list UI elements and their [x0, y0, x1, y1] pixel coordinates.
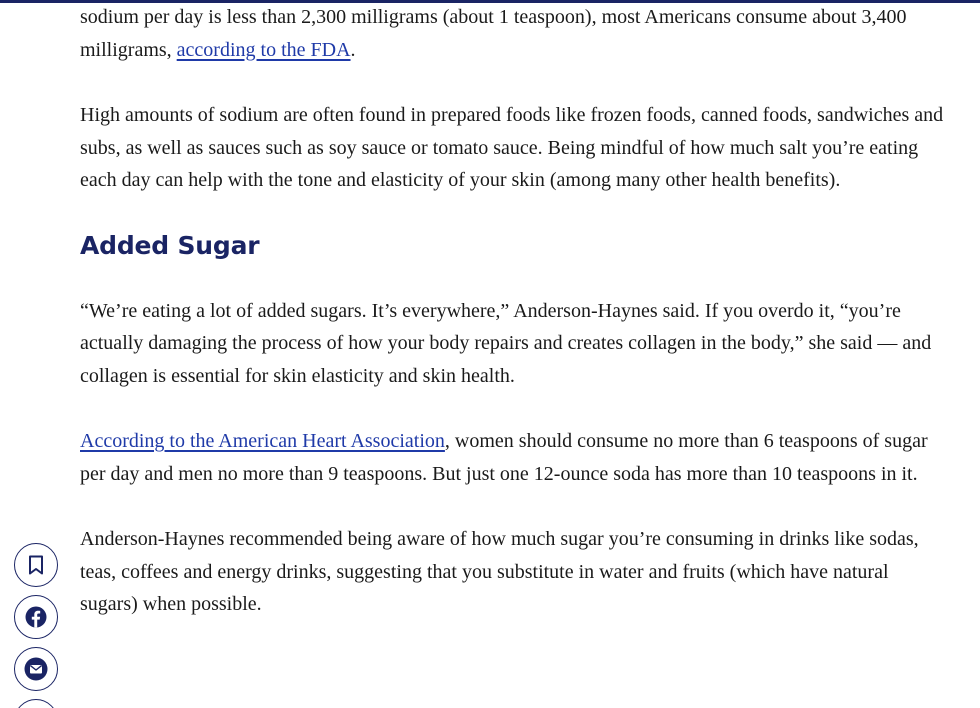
bookmark-button[interactable]	[14, 543, 58, 587]
paragraph-sodium-intake	[80, 1, 950, 66]
article-body	[80, 1, 950, 654]
paragraph-text: , women should consume no more than 6 teaspoons of sugar per day and men no more than 9 teaspoons. But just one 12-ounce soda has more than 10 teaspoons in it.	[80, 430, 928, 485]
facebook-icon	[25, 606, 47, 628]
bookmark-icon	[27, 555, 45, 575]
paragraph-sugar-limits	[80, 425, 950, 490]
facebook-share-button[interactable]	[14, 595, 58, 639]
email-share-button[interactable]	[14, 647, 58, 691]
paragraph-sodium-sources: High amounts of sodium are often found in prepared foods like frozen foods, canned foods, sandwiches and subs, as well as sauces such as soy sauce or tomato sauce. Being mindful of how much salt you’re eating each day can help with the tone and elasticity of your skin (among many other health benefits).	[80, 104, 944, 191]
email-icon	[24, 657, 48, 681]
more-share-button[interactable]	[14, 699, 58, 708]
paragraph-sugar-quote: “We’re eating a lot of added sugars. It’s everywhere,” Anderson-Haynes said. If you overdo it, “you’re actually damaging the process of how your body repairs and creates collagen in the body,” she said — and collagen is essential for skin elasticity and skin health.	[80, 299, 932, 387]
paragraph-sugar-drinks: Anderson-Haynes recommended being aware of how much sugar you’re consuming in drinks like sodas, teas, coffees and energy drinks, suggesting that you substitute in water and fruits (which have natural sugars) when possible.	[80, 528, 919, 615]
american-heart-association-link[interactable]: According to the American Heart Association	[80, 430, 445, 452]
paragraph-punctuation: .	[350, 38, 356, 61]
section-heading-added-sugar: Added Sugar	[80, 230, 260, 260]
fda-link[interactable]: according to the FDA	[176, 38, 351, 61]
paragraph-text: sodium per day is less than 2,300 milligrams (about 1 teaspoon), most Americans consume about 3,400 milligrams,	[80, 6, 907, 61]
